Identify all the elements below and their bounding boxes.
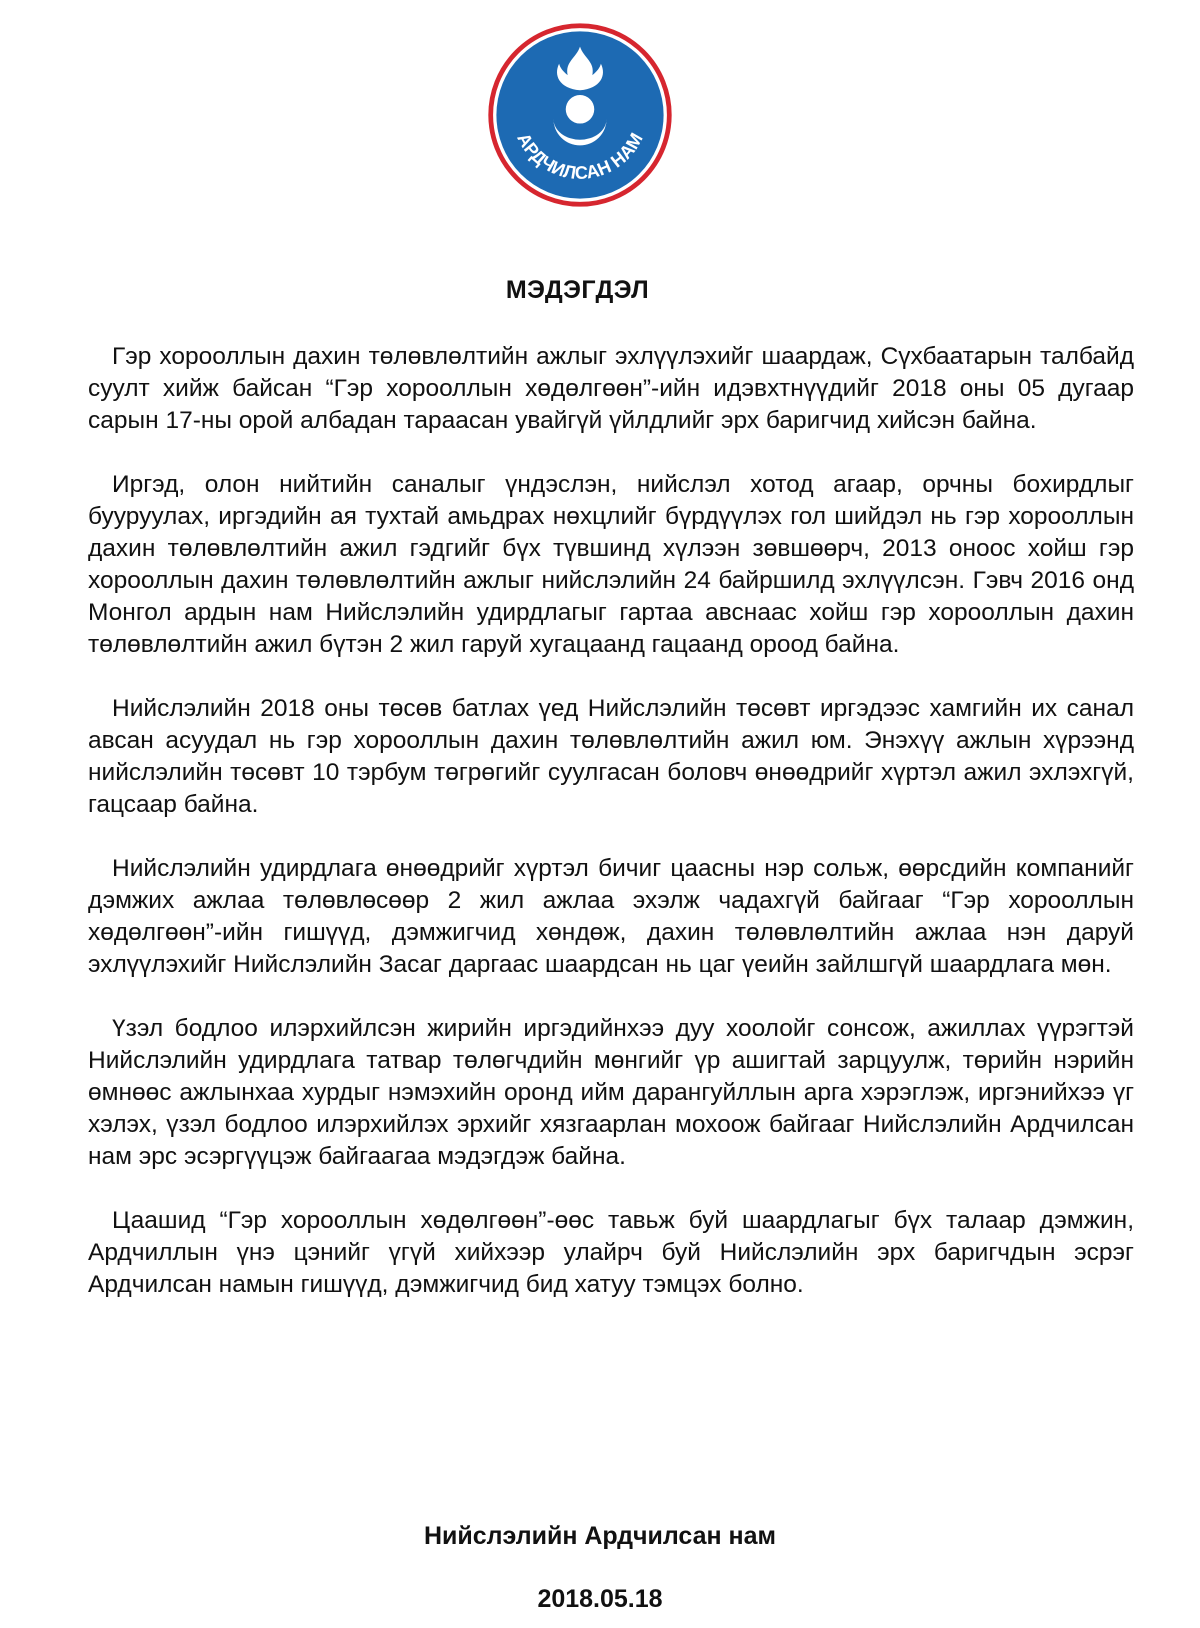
signature: Нийслэлийн Ардчилсан нам: [423, 1522, 777, 1550]
paragraph: Нийслэлийн 2018 оны төсөв батлах үед Нийслэлийн төсөвт иргэдээс хамгийн их санал авсан асуудал нь гэр хорооллын дахин төлөвлөлтийн ажил юм. Энэхүү ажлын хүрээнд нийслэлийн төсөвт 10 тэрбум төгрөгийг суулгасан боловч өнөөдрийг хүртэл ажил эхлэхгүй, гацсаар байна.: [88, 695, 1134, 818]
paragraph: Үзэл бодлоо илэрхийлсэн жирийн иргэдийнхээ дуу хоолойг сонсож, ажиллах үүрэгтэй Нийслэлийн удирдлага татвар төлөгчдийн мөнгийг үр ашигтай зарцуулж, төрийн нэрийн өмнөөс ажлынхаа хурдыг нэмэхийн оронд ийм дарангуйллын арга хэрэглэж, иргэнийхээ үг хэлэх, үзэл бодлоо илэрхийлэх эрхийг хязгаарлан мохоож байгааг Нийслэлийн Ардчилсан нам эрс эсэргүүцэж байгаагаа мэдэгдэж байна.: [88, 1015, 1134, 1170]
paragraph: Нийслэлийн удирдлага өнөөдрийг хүртэл бичиг цаасны нэр сольж, өөрсдийн компанийг дэмжих ажлаа төлөвлөсөөр 2 жил ажлаа эхэлж чадахгүй байгааг “Гэр хорооллын хөдөлгөөн”-ийн гишүүд, дэмжигчид хөндөж, дахин төлөвлөлтийн ажлаа нэн даруй эхлүүлэхийг Нийслэлийн Засаг даргаас шаардсан нь цаг үеийн зайлшгүй шаардлага мөн.: [88, 855, 1134, 978]
paragraph: Иргэд, олон нийтийн саналыг үндэслэн, нийслэл хотод агаар, орчны бохирдлыг бууруулах, иргэдийн ая тухтай амьдрах нөхцлийг бүрдүүлэх гол шийдэл нь гэр хорооллын дахин төлөвлөлтийн ажил гэдгийг бүх түвшинд хүлээн зөвшөөрч, 2013 оноос хойш гэр хорооллын дахин төлөвлөлтийн ажлыг нийслэлийн 24 байршилд эхлүүлсэн. Гэвч 2016 онд Монгол ардын нам Нийслэлийн удирдлагыг гартаа авснаас хойш гэр хорооллын дахин төлөвлөлтийн ажил бүтэн 2 жил гаруй хугацаанд гацаанд ороод байна.: [88, 471, 1134, 658]
party-emblem-icon: [485, 20, 675, 210]
party-logo: [485, 20, 675, 210]
logo-text: АРДЧИЛСАН НАМ: [513, 129, 647, 183]
document-date: 2018.05.18: [537, 1585, 663, 1613]
paragraph: Гэр хорооллын дахин төлөвлөлтийн ажлыг эхлүүлэхийг шаардаж, Сүхбаатарын талбайд суулт хийж байсан “Гэр хорооллын хөдөлгөөн”-ийн идэвхтнүүдийг 2018 оны 05 дугаар сарын 17-ны орой албадан тараасан увайгүй үйлдлийг эрх баригчид хийсэн байна.: [88, 343, 1134, 434]
sun-disc-icon: [566, 95, 595, 124]
paragraph: Цаашид “Гэр хорооллын хөдөлгөөн”-өөс тавьж буй шаардлагыг бүх талаар дэмжин, Ардчиллын үнэ цэнийг үгүй хийхээр улайрч буй Нийслэлийн эрх баригчдын эсрэг Ардчилсан намын гишүүд, дэмжигчид бид хатуу тэмцэх болно.: [88, 1207, 1134, 1298]
document-title: МЭДЭГДЭЛ: [505, 276, 650, 304]
document-body: [88, 341, 1134, 1333]
